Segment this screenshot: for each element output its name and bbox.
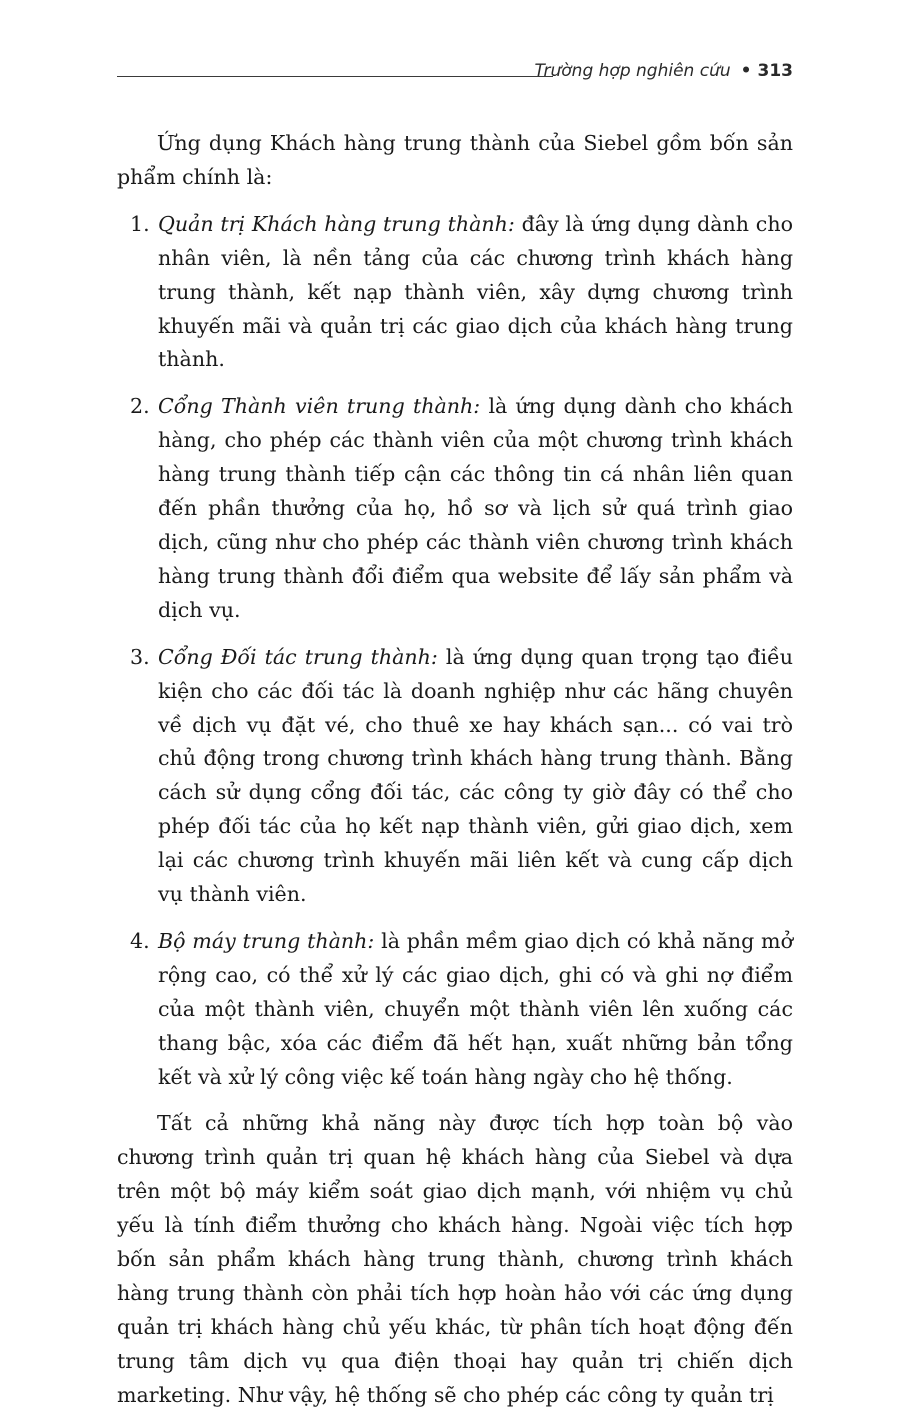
header-text [534, 61, 793, 81]
list-item-number: 1. [130, 211, 150, 236]
list-item-term: Cổng Đối tác trung thành: [158, 644, 438, 669]
list-item [117, 208, 793, 378]
page-header [117, 58, 793, 90]
list-item-term: Quản trị Khách hàng trung thành: [158, 211, 515, 236]
running-title: Trường hợp nghiên cứu [534, 61, 731, 81]
list-item-text: là ứng dụng dành cho khách hàng, cho phép các thành viên của một chương trình khách hàng trung thành tiếp cận các thông tin cá nhân liên quan đến phần thưởng của họ, hồ sơ và lịch sử quá trình giao dịch, cũng như cho phép các thành viên chương trình khách hàng trung thành đổi điểm qua website để lấy sản phẩm và dịch vụ. [158, 394, 793, 622]
list-item [117, 925, 793, 1095]
list-item-text: là phần mềm giao dịch có khả năng mở rộng cao, có thể xử lý các giao dịch, ghi có và ghi nợ điểm của một thành viên, chuyển một thành viên lên xuống các thang bậc, xóa các điểm đã hết hạn, xuất những bản tổng kết và xử lý công việc kế toán hàng ngày cho hệ thống. [158, 928, 793, 1089]
list-item-term: Bộ máy trung thành: [158, 928, 375, 953]
header-rule [117, 76, 553, 77]
list-item-number: 4. [130, 928, 150, 953]
list-item [117, 390, 793, 627]
list-item-number: 2. [130, 394, 150, 419]
intro-paragraph: Ứng dụng Khách hàng trung thành của Siebel gồm bốn sản phẩm chính là: [117, 131, 793, 189]
page-body [117, 127, 793, 1413]
list-item-text: là ứng dụng quan trọng tạo điều kiện cho các đối tác là doanh nghiệp như các hãng chuyên về dịch vụ đặt vé, cho thuê xe hay khách sạn... có vai trò chủ động trong chương trình khách hàng trung thành. Bằng cách sử dụng cổng đối tác, các công ty giờ đây có thể cho phép đối tác của họ kết nạp thành viên, gửi giao dịch, xem lại các chương trình khuyến mãi liên kết và cung cấp dịch vụ thành viên. [158, 644, 793, 907]
list-item [117, 641, 793, 912]
page-number: 313 [757, 61, 793, 81]
closing-paragraph: Tất cả những khả năng này được tích hợp toàn bộ vào chương trình quản trị quan hệ khách hàng của Siebel và dựa trên một bộ máy kiểm soát giao dịch mạnh, với nhiệm vụ chủ yếu là tính điểm thưởng cho khách hàng. Ngoài việc tích hợp bốn sản phẩm khách hàng trung thành, chương trình khách hàng trung thành còn phải tích hợp hoàn hảo với các ứng dụng quản trị khách hàng chủ yếu khác, từ phân tích hoạt động đến trung tâm dịch vụ qua điện thoại hay quản trị chiến dịch marketing. Như vậy, hệ thống sẽ cho phép các công ty quản trị [117, 1111, 793, 1407]
header-bullet: • [740, 61, 752, 81]
list-item-text: đây là ứng dụng dành cho nhân viên, là nền tảng của các chương trình khách hàng trung thành, kết nạp thành viên, xây dựng chương trình khuyến mãi và quản trị các giao dịch của khách hàng trung thành. [158, 211, 793, 372]
list-item-number: 3. [130, 644, 150, 669]
list-item-term: Cổng Thành viên trung thành: [158, 394, 481, 419]
product-list [117, 208, 793, 1095]
